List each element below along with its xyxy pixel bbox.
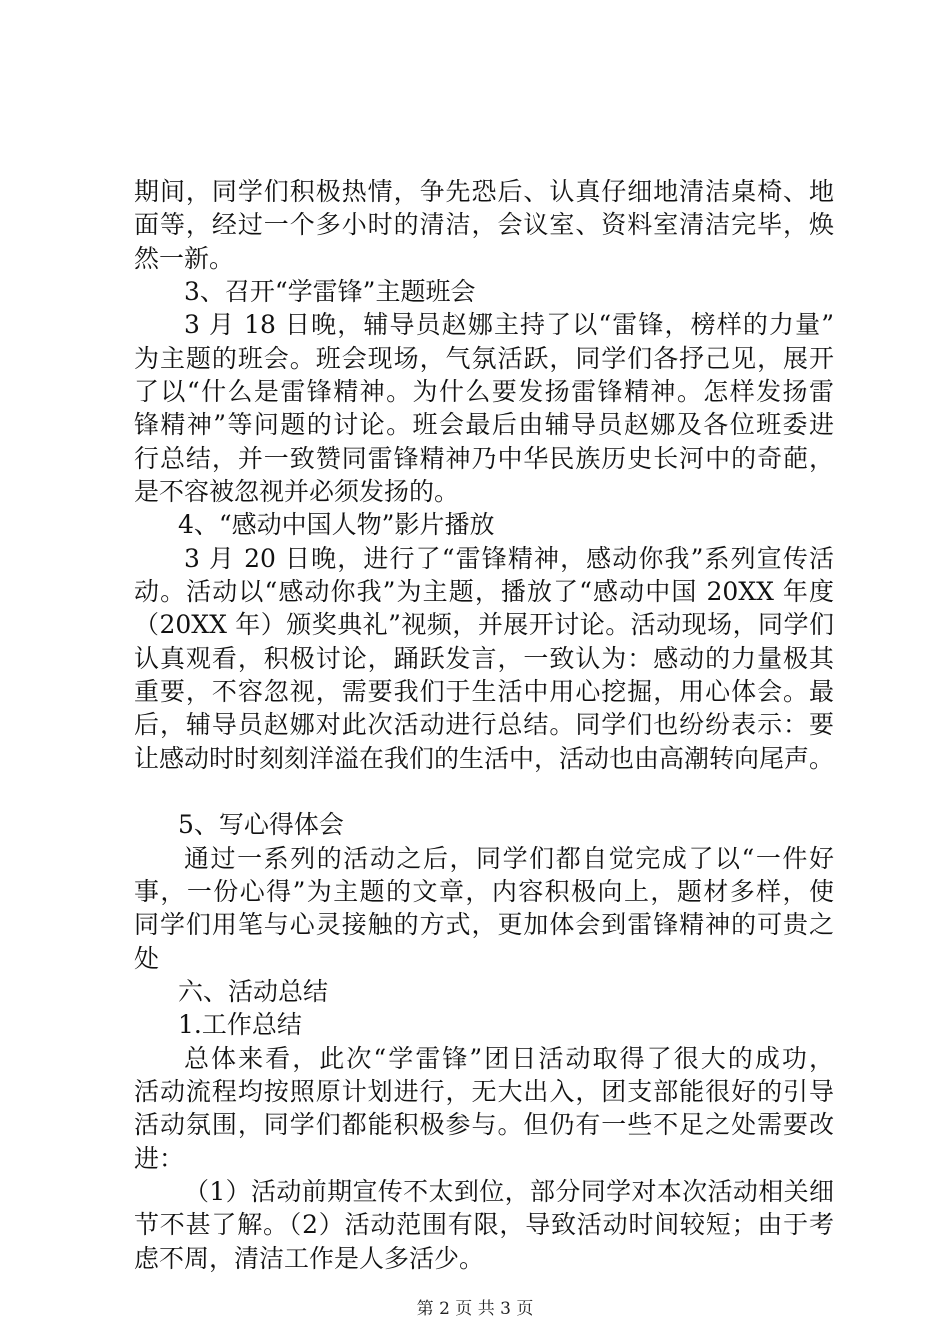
body-line: 然一新。 <box>134 244 235 273</box>
body-line: 3 月 20 日晚，进行了“雷锋精神，感动你我”系列宣传活 <box>184 544 834 573</box>
section-heading: 4、“感动中国人物”影片播放 <box>178 510 495 539</box>
body-line: 同学们用笔与心灵接触的方式，更加体会到雷锋精神的可贵之 <box>134 910 834 939</box>
body-line: 事，一份心得”为主题的文章，内容积极向上，题材多样，使 <box>134 877 834 906</box>
body-line: 为主题的班会。班会现场，气氛活跃，同学们各抒己见，展开 <box>134 344 834 373</box>
body-line: 活动氛围，同学们都能积极参与。但仍有一些不足之处需要改 <box>134 1110 834 1139</box>
body-line: 面等，经过一个多小时的清洁，会议室、资料室清洁完毕，焕 <box>134 210 834 239</box>
body-line: 让感动时时刻刻洋溢在我们的生活中，活动也由高潮转向尾声。 <box>134 744 835 773</box>
body-line: 活动流程均按照原计划进行，无大出入，团支部能很好的引导 <box>134 1077 834 1106</box>
subsection-heading: 1.工作总结 <box>178 1010 302 1039</box>
section-heading: 5、写心得体会 <box>178 810 344 839</box>
body-line: （20XX 年）颁奖典礼”视频，并展开讨论。活动现场，同学们 <box>134 610 834 639</box>
body-line: 行总结，并一致赞同雷锋精神乃中华民族历史长河中的奇葩， <box>134 444 834 473</box>
body-line: 期间，同学们积极热情，争先恐后、认真仔细地清洁桌椅、地 <box>134 177 834 206</box>
body-line: 进： <box>134 1144 185 1173</box>
section-heading: 六、活动总结 <box>178 977 329 1006</box>
body-line: 处 <box>134 944 160 973</box>
body-line: 动。活动以“感动你我”为主题，播放了“感动中国 20XX 年度 <box>134 577 834 606</box>
body-line: 认真观看，积极讨论，踊跃发言，一致认为：感动的力量极其 <box>134 644 834 673</box>
section-heading: 3、召开“学雷锋”主题班会 <box>184 277 476 306</box>
body-line: （1）活动前期宣传不太到位，部分同学对本次活动相关细 <box>184 1177 834 1206</box>
body-line: 是不容被忽视并必须发扬的。 <box>134 477 460 506</box>
body-line: 通过一系列的活动之后，同学们都自觉完成了以“一件好 <box>184 844 834 873</box>
body-line: 总体来看，此次“学雷锋”团日活动取得了很大的成功， <box>184 1044 834 1073</box>
body-line: 重要，不容忽视，需要我们于生活中用心挖掘，用心体会。最 <box>134 677 834 706</box>
body-line: 节不甚了解。（2）活动范围有限，导致活动时间较短；由于考 <box>134 1210 834 1239</box>
body-line: 虑不周，清洁工作是人多活少。 <box>134 1244 485 1273</box>
body-line: 3 月 18 日晚，辅导员赵娜主持了以“雷锋，榜样的力量” <box>184 310 834 339</box>
body-line: 了以“什么是雷锋精神。为什么要发扬雷锋精神。怎样发扬雷 <box>134 377 834 406</box>
body-line: 锋精神”等问题的讨论。班会最后由辅导员赵娜及各位班委进 <box>134 410 834 439</box>
body-line: 后，辅导员赵娜对此次活动进行总结。同学们也纷纷表示：要 <box>134 710 834 739</box>
page-footer: 第 2 页 共 3 页 <box>416 1299 534 1319</box>
